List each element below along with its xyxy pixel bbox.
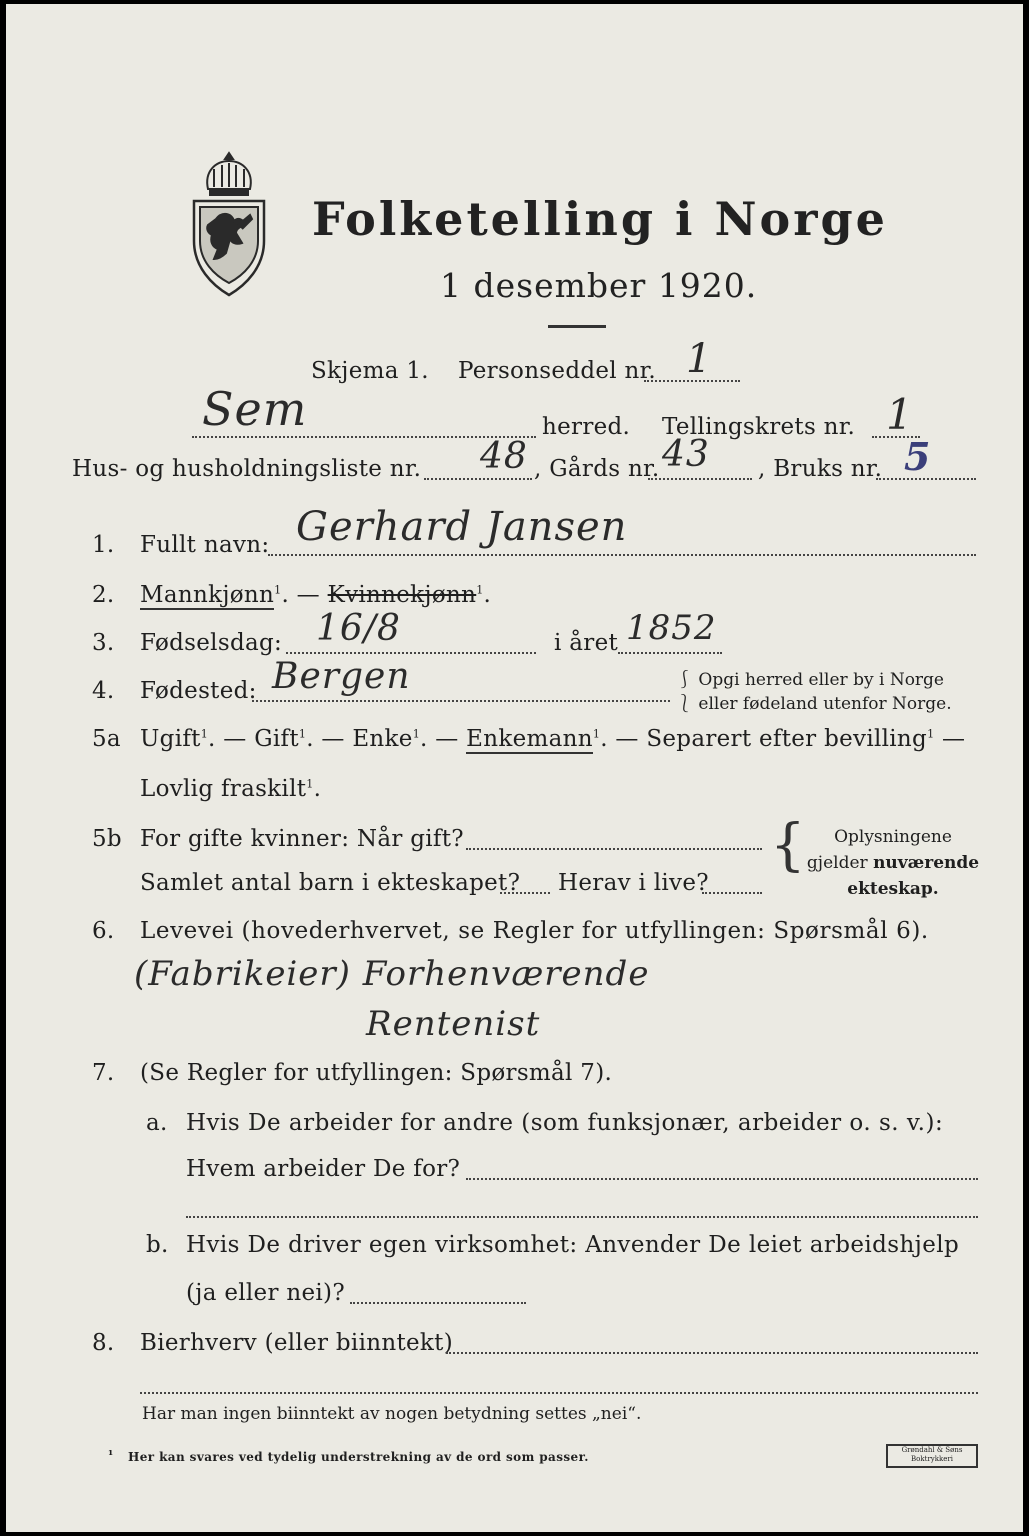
gender-male-option[interactable]: Mannkjønn	[140, 582, 275, 608]
q6-number: 6.	[92, 918, 115, 944]
title-divider	[548, 325, 606, 328]
birth-year-value: 1852	[626, 608, 717, 648]
year-label: i året	[554, 630, 619, 656]
q4-label: Fødested:	[140, 678, 257, 704]
personseddel-value: 1	[686, 336, 713, 382]
hired-help-field[interactable]	[350, 1302, 526, 1304]
q5b-number: 5b	[92, 826, 122, 852]
q7a-letter: a.	[146, 1110, 168, 1136]
employer-field[interactable]	[466, 1178, 978, 1180]
option-fraskilt-line: Lovlig fraskilt$^1$.	[140, 776, 322, 802]
norwegian-coat-of-arms-icon	[186, 149, 272, 299]
birthplace-value: Bergen	[272, 656, 411, 697]
q2-number: 2.	[92, 582, 115, 608]
q5b-note: Oplysningene gjelder nuværende ekteskap.	[806, 827, 980, 899]
option-separert[interactable]: Separert efter bevilling	[646, 726, 928, 752]
occupation-value-1: (Fabrikeier) Forhenværende	[134, 954, 650, 994]
printer-stamp: Grøndahl & Søns Boktrykkeri	[886, 1444, 978, 1468]
liste-value: 48	[480, 436, 528, 477]
q5a-number: 5a	[92, 726, 121, 752]
schema-label: Skjema 1.	[311, 358, 429, 384]
q7b-text: Hvis De driver egen virksomhet: Anvender De leiet arbeidshjelp	[186, 1232, 960, 1258]
footnote-text: Her kan svares ved tydelig understrekning av de ord som passer.	[128, 1450, 589, 1464]
q5b-line2a: Samlet antal barn i ekteskapet?	[140, 870, 521, 896]
personseddel-label: Personseddel nr.	[458, 358, 657, 384]
q3-label: Fødselsdag:	[140, 630, 283, 656]
liste-label: Hus- og husholdningsliste nr.	[72, 456, 422, 482]
tellingskrets-value: 1	[886, 390, 914, 439]
full-name-field[interactable]	[268, 554, 976, 556]
option-ugift[interactable]: Ugift	[140, 726, 201, 752]
herred-value: Sem	[202, 382, 308, 436]
children-count-field[interactable]	[500, 892, 550, 894]
q7b-text2: (ja eller nei)?	[186, 1280, 345, 1306]
q6-label: Levevei (hovederhvervet, se Regler for utfyllingen: Spørsmål 6).	[140, 918, 929, 944]
option-enkemann[interactable]: Enkemann	[466, 726, 593, 752]
footnote-mark: ¹	[108, 1448, 114, 1462]
q5b-line1: For gifte kvinner: Når gift?	[140, 826, 464, 852]
q3-number: 3.	[92, 630, 115, 656]
option-enke[interactable]: Enke	[352, 726, 413, 752]
birthplace-field[interactable]	[252, 700, 670, 702]
gender-female-option[interactable]: Kvinnekjønn	[327, 582, 477, 608]
side-income-field-2[interactable]	[140, 1392, 978, 1394]
bruks-value: 5	[904, 434, 932, 479]
q4-number: 4.	[92, 678, 115, 704]
q1-number: 1.	[92, 532, 115, 558]
occupation-value-2: Rentenist	[366, 1004, 541, 1044]
bruks-label: , Bruks nr.	[758, 456, 883, 482]
form-title: Folketelling i Norge	[312, 192, 888, 246]
q7-number: 7.	[92, 1060, 115, 1086]
employer-field-2[interactable]	[186, 1216, 978, 1218]
q8-number: 8.	[92, 1330, 115, 1356]
side-income-field[interactable]	[446, 1352, 978, 1354]
liste-field[interactable]	[424, 478, 532, 480]
q1-label: Fullt navn:	[140, 532, 270, 558]
tellingskrets-label: Tellingskrets nr.	[662, 414, 856, 440]
form-date: 1 desember 1920.	[440, 266, 758, 305]
gards-label: , Gårds nr.	[534, 456, 660, 482]
q7a-text2: Hvem arbeider De for?	[186, 1156, 461, 1182]
q5b-brace: {	[770, 813, 806, 878]
gards-value: 43	[662, 434, 710, 475]
full-name-value: Gerhard Jansen	[296, 504, 628, 550]
option-fraskilt[interactable]: Lovlig fraskilt	[140, 776, 307, 802]
when-married-field[interactable]	[466, 848, 762, 850]
birthplace-note: ⎰ Opgi herred eller by i Norge ⎱ eller fødeland utenfor Norge.	[676, 670, 952, 714]
option-gift[interactable]: Gift	[254, 726, 299, 752]
q5b-line2b: Herav i live?	[558, 870, 709, 896]
birth-year-field[interactable]	[618, 652, 722, 654]
gards-field[interactable]	[648, 478, 752, 480]
herred-label: herred.	[542, 414, 631, 440]
birthday-value: 16/8	[316, 608, 401, 649]
q8-label: Bierhverv (eller biinntekt)	[140, 1330, 453, 1356]
q2-options: Mannkjønn$^1$. — Kvinnekjønn$^1$.	[140, 582, 492, 608]
birthday-field[interactable]	[286, 652, 536, 654]
children-alive-field[interactable]	[702, 892, 762, 894]
q7a-text: Hvis De arbeider for andre (som funksjonær, arbeider o. s. v.):	[186, 1110, 944, 1136]
marital-options: Ugift$^1$. — Gift$^1$. — Enke$^1$. — Enkemann$^1$. — Separert efter bevilling$^1$ —	[140, 726, 966, 752]
q7-label: (Se Regler for utfyllingen: Spørsmål 7).	[140, 1060, 613, 1086]
census-form	[6, 4, 1023, 1532]
q7b-letter: b.	[146, 1232, 169, 1258]
side-income-note: Har man ingen biinntekt av nogen betydning settes „nei“.	[142, 1404, 642, 1424]
